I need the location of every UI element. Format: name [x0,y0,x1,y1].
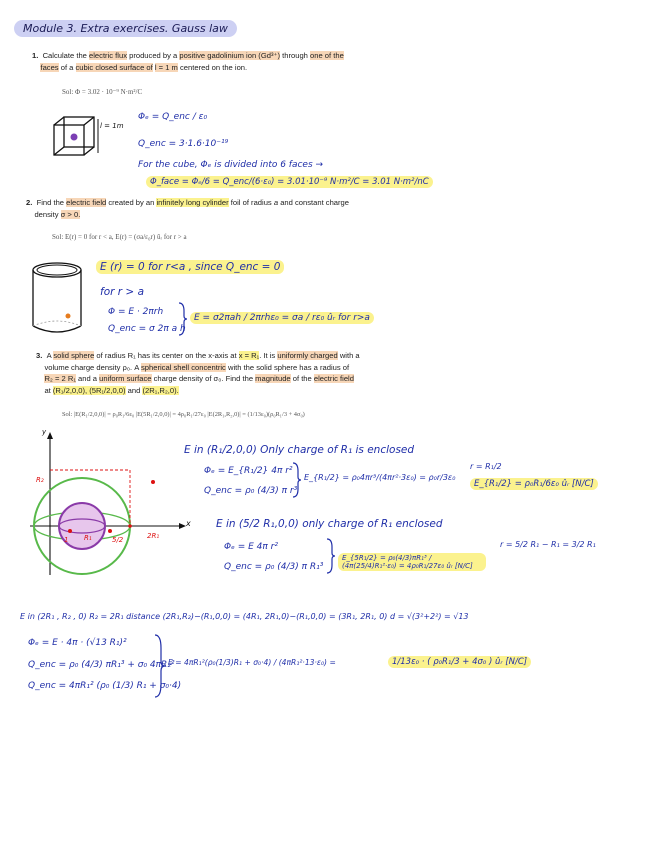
q3c-line-4: E = 4πR₁²(ρ₀(1/3)R₁ + σ₀·4) / (4πR₁²·13·ε₀) = [168,658,336,667]
q3c-result: 1/13ε₀ · ( ρ₀R₁/3 + 4σ₀ ) ûᵣ [N/C] [388,656,531,668]
q3c-heading: E in (2R₁ , R₂ , 0) R₂ = 2R₁ distance (2R₁,R₂)−(R₁,0,0) = (4R₁, 2R₁,0)−(R₁,0,0) = (3R₁, 2R₁, 0) d = √(3²+2²) = √13 [20,612,469,621]
q1-work-line-3: For the cube, Φₑ is divided into 6 faces → [138,160,324,170]
question-3-text [36,350,456,396]
brace [178,302,188,336]
question-2-solution: Sol: E(r) = 0 for r < a, E(r) = (σa/ε₀r) ûᵣ for r > a [52,233,187,241]
highlight: x = R₁ [238,351,260,360]
text: Calculate the [42,51,90,60]
question-1-solution: Sol: Φ = 3.02 · 10⁻⁹ N·m²/C [62,88,143,96]
highlight: uniformly charged [277,351,338,360]
cube-diagram [52,113,112,161]
label-r1: R₁ [84,534,92,542]
text: of the [290,374,314,383]
highlight: faces [40,62,59,72]
highlight: l = 1 m [154,62,178,72]
q3a-line-3: E_{R₁/2} = ρ₀4πr³/(4πr²·3ε₀) = ρ₀r/3ε₀ [304,473,456,482]
q1-work-result: Φ_face = Φₑ/6 = Q_enc/(6·ε₀) = 3.01·10⁻⁹ N·m²/C = 3.01 N·m²/nC [146,176,433,188]
text: density [34,209,61,219]
q3b-radius: r = 5/2 R₁ − R₁ = 3/2 R₁ [500,540,596,549]
highlight: cubic closed surface of [75,62,153,72]
question-number: 3. [36,351,43,360]
axis-label-y: y [42,428,47,436]
q3a-heading: E in (R₁/2,0,0) Only charge of R₁ is enclosed [184,444,415,456]
q2-work-line-4: Q_enc = σ 2π a h [108,324,186,334]
q3b-line-2: Q_enc = ρ₀ (4/3) π R₁³ [224,562,324,572]
question-number: 1. [32,51,39,60]
text: and constant charge [278,198,350,207]
text: centered on the ion. [177,62,248,72]
text: created by an [106,198,157,207]
brace [326,538,336,574]
brace [292,462,302,498]
highlight: uniform surface [99,374,152,383]
q3b-line-1: Φₑ = E 4π r² [224,542,278,552]
highlight: (R₁/2,0,0), (5R₁/2,0,0) [52,385,126,395]
text: A [46,351,54,360]
q2-work-line-3: Φ = E · 2πrh [108,307,164,317]
label-r2: R₂ [36,476,44,484]
label-half: 1 [64,536,69,544]
highlight: infinitely long cylinder [156,198,229,207]
q2-work-line-2: for r > a [100,286,144,298]
text: and [125,385,143,395]
q3b-result: E_{5R₁/2} = ρ₀(4/3)πR₁³ / (4π(25/4)R₁²·ε₀) = 4ρ₀R₁/27ε₀ ûᵣ [N/C] [338,553,486,571]
q3c-line-3: Q_enc = 4πR₁² (ρ₀ (1/3) R₁ + σ₀·4) [28,681,182,691]
text: with a [337,351,360,360]
q1-work-line-1: Φₑ = Q_enc / ε₀ [138,112,208,122]
text: of a [58,62,76,72]
highlight: positive gadolinium ion (Gd³⁺) [179,51,281,60]
text: foil of radius [228,198,274,207]
text: Find the [36,198,67,207]
highlight: one of the [310,51,344,60]
highlight: σ > 0. [60,209,81,219]
question-number: 2. [26,198,33,207]
highlight: (2R₁,R₂,0). [142,385,179,395]
text: charge density of σ₀. Find the [151,374,256,383]
q3c-line-1: Φₑ = E · 4π · (√13 R₁)² [28,638,127,648]
highlight: electric flux [89,51,127,60]
q2-work-result: E = σ2πah / 2πrhε₀ = σa / rε₀ ûᵣ for r>a [190,312,374,324]
cylinder-diagram [28,258,86,338]
q3a-radius: r = R₁/2 [470,462,502,471]
brace [154,634,166,698]
sphere-shell-diagram [26,430,192,580]
label-2r1: 2R₁ [147,532,160,540]
text: produced by a [127,51,180,60]
q3c-line-2: Q_enc = ρ₀ (4/3) πR₁³ + σ₀ 4πR₂² [28,660,175,670]
question-2-text [26,197,436,220]
page-title: Module 3. Extra exercises. Gauss law [14,20,237,37]
highlight: electric field [66,198,107,207]
text: at [44,385,53,395]
q3b-heading: E in (5/2 R₁,0,0) only charge of R₁ enclosed [216,518,443,530]
axis-label-x: x [186,519,191,528]
question-1-text [32,50,442,73]
q2-work-line-1: E (r) = 0 for r<a , since Q_enc = 0 [96,260,284,274]
text: volume charge density ρ₀. A [44,362,141,372]
text: through [280,51,311,60]
q3a-result: E_{R₁/2} = ρ₀R₁/6ε₀ ûᵣ [N/C] [470,478,598,490]
text: and a [75,374,100,383]
highlight: R₂ = 2 R₁ [44,374,76,383]
highlight: spherical shell concentric [141,362,226,372]
question-3-solution: Sol: |E(R₁/2,0,0)| = ρ₀R₁/6ε₀ |E(5R₁/2,0,0)| = 4ρ₀R₁/27ε₀ |E(2R₁,R₂,0)| = (1/13ε₀)(ρ₀R₁/3 + 4σ₀) [62,411,305,418]
highlight: solid sphere [53,351,95,360]
text: with the solid sphere has a radius of [225,362,350,372]
text: . It is [259,351,278,360]
text: of radius R₁ has its center on the x-axis at [94,351,239,360]
highlight: electric field [313,374,354,383]
highlight: magnitude [255,374,291,383]
side-length-label: l = 1m [100,122,124,130]
q3a-line-2: Q_enc = ρ₀ (4/3) π r³ [204,486,298,496]
text: a [273,198,279,207]
q3a-line-1: Φₑ = E_{R₁/2} 4π r² [204,466,293,476]
label-five-halves: 5/2 [112,536,124,544]
q1-work-line-2: Q_enc = 3·1.6·10⁻¹⁹ [138,139,229,149]
